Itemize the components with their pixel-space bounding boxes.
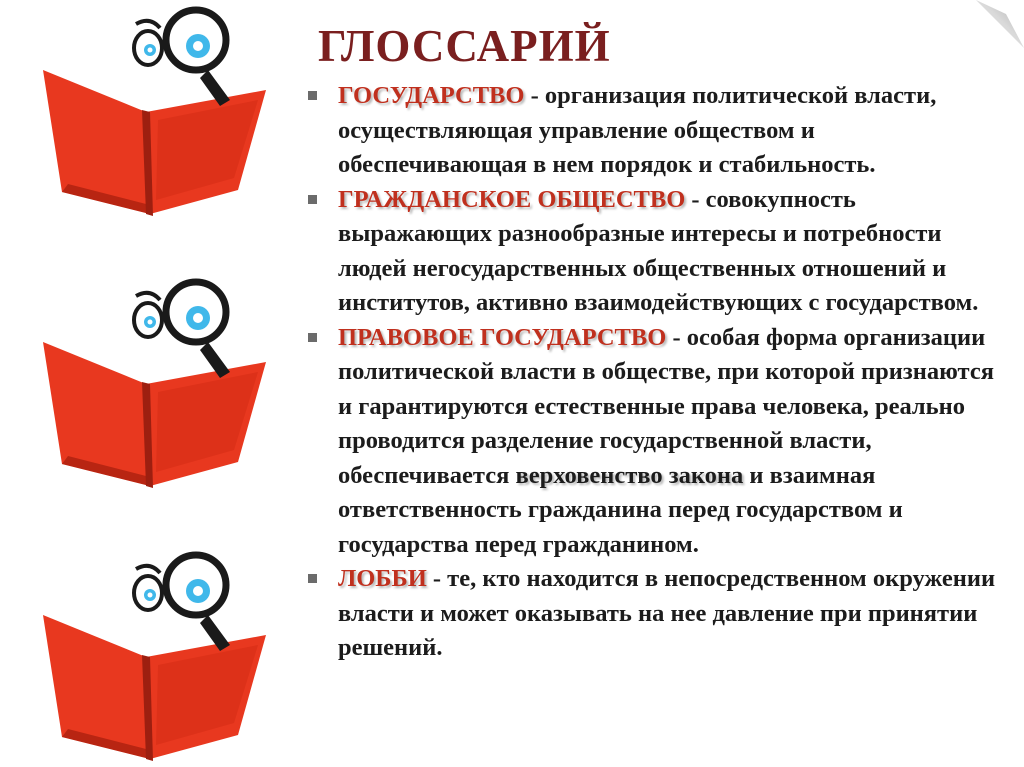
glossary-definition: - те, кто находится в непосредственном окружении власти и может оказывать на нее давление при принятии решений. bbox=[338, 565, 996, 661]
glossary-emphasis: верховенство закона bbox=[515, 461, 744, 489]
glossary-definition: - организация политической власти, осуществляющая управление обществом и обеспечивающая в нем порядок и стабильность. bbox=[338, 82, 937, 178]
book-with-magnifying-glass-icon bbox=[38, 272, 278, 492]
glossary-term: ГОСУДАРСТВО bbox=[338, 82, 525, 109]
glossary-definition: - особая форма организации политической власти в обществе, при которой признаются и гарантируются естественные права человека, реально проводится разделение государственной власти, обеспечивается bbox=[338, 323, 994, 489]
glossary-term: ЛОББИ bbox=[338, 565, 427, 592]
glossary-item-rule-of-law-state bbox=[306, 321, 1006, 563]
slide-title: ГЛОССАРИЙ bbox=[318, 21, 611, 71]
glossary-list bbox=[306, 79, 1006, 666]
square-bullet-icon bbox=[308, 195, 317, 204]
glossary-item-lobby bbox=[306, 562, 1006, 666]
square-bullet-icon bbox=[308, 574, 317, 583]
glossary-item-state bbox=[306, 79, 1006, 183]
square-bullet-icon bbox=[308, 333, 317, 342]
book-with-magnifying-glass-icon bbox=[38, 545, 278, 765]
page-curl-corner bbox=[954, 0, 1024, 70]
glossary-term: ГРАЖДАНСКОЕ ОБЩЕСТВО bbox=[338, 185, 686, 213]
book-with-magnifying-glass-icon bbox=[38, 0, 278, 220]
glossary-definition: - совокупность выражающих разнообразные интересы и потребности людей негосударственных общественных отношений и институтов, активно взаимодействующих с государством. bbox=[338, 185, 979, 316]
glossary-term: ПРАВОВОЕ ГОСУДАРСТВО bbox=[338, 323, 667, 351]
glossary-item-civil-society bbox=[306, 183, 1006, 321]
glossary-definition: и взаимная ответственность гражданина перед государством и государства перед гражданином. bbox=[338, 461, 903, 558]
square-bullet-icon bbox=[308, 91, 317, 100]
